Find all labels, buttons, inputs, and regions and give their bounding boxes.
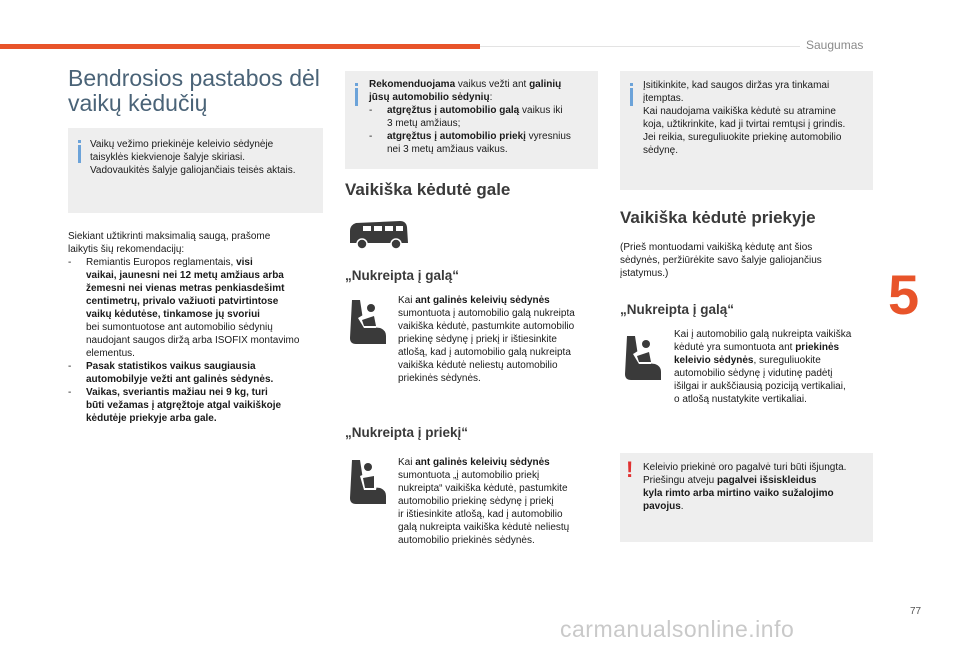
minibus-icon [346,217,410,256]
forward-facing-text: Kai ant galinės keleivių sėdynės sumontuota „į automobilio priekį nukreipta“ vaikiška kėdutė, pastumkite automobilio priekinę sėdynę į priekį ir ištiesinkite atlošą, kad į automobilio galą nukreipta vaikiška kėdutė neliestų automobilio priekinės sėdynės. [398,457,570,546]
heading-front-seat: Vaikiška kėdutė priekyje [620,208,816,227]
watermark: carmanualsonline.info [560,616,795,642]
front-seat-note: (Prieš montuodami vaikišką kėdutę ant šios sėdynės, peržiūrėkite savo šalyje galiojančius įstatymus.) [620,242,822,279]
chapter-number: 5 [888,263,920,326]
header-accent-bar [0,44,480,49]
front-rear-facing-text: Kai į automobilio galą nukreipta vaikiška kėdutė yra sumontuota ant priekinės keleivio sėdynės, sureguliuokite automobilio sėdynę į vidutinę padėtį išilgai ir aukščiausią poziciją vertikaliai, o atlošą nustatykite vertikaliai. [674,329,852,405]
recommendations-text: Siekiant užtikrinti maksimalią saugą, prašome laikytis šių rekomendacijų: - Remiantis Europos reglamentais, visi vaikai, jaunesni nei 12 metų amžiaus arba žemesni nei vienas metras penkiasdešimt centimetrų, privalo važiuoti patvirtintose vaikų kėdutėse, tinkamose jų svoriui bei sumontuotose ant automobilio sėdynių naudojant saugos diržą arba ISOFIX montavimo elementus. - Pasak statistikos vaikus saugiausia automobilyje vežti ant galinės sėdynės. - Vaikas, sveriantis mažiau nei 9 kg, turi būti vežamas į atgręžtoje atgal vaikiškoje kėdutėje priekyje arba gale. [68,230,330,425]
child-seat-front-rear-facing-icon [621,332,663,389]
list-item: - Remiantis Europos reglamentais, visi vaikai, jaunesni nei 12 metų amžiaus arba žemesni nei vienas metras penkiasdešimt centimetrų, privalo važiuoti patvirtintose vaikų kėdutėse, tinkamose jų svoriui bei sumontuotose ant automobilio sėdynių naudojant saugos diržą arba ISOFIX montavimo elementus. [68,257,300,359]
heading-rear-seat: Vaikiška kėdutė gale [345,180,511,199]
child-seat-rear-facing-icon [346,296,388,353]
section-label: Saugumas [806,38,864,52]
heading-rear-facing: „Nukreipta į galą“ [345,268,460,283]
info-box-regulations: Vaikų vežimo priekinėje keleivio sėdynėje taisyklės kiekvienoje šalyje skiriasi. Vadovaukitės šalyje galiojančiais teisės aktais. [68,128,323,213]
list-item: - Pasak statistikos vaikus saugiausia automobilyje vežti ant galinės sėdynės. [68,361,274,385]
heading-front-rear-facing: „Nukreipta į galą“ [620,302,735,317]
page-title: Bendrosios pastabos dėl vaikų kėdučių [68,65,320,116]
list-item: - atgręžtus į automobilio priekį vyresnius nei 3 metų amžiaus vaikus. [369,131,571,155]
rear-facing-text: Kai ant galinės keleivių sėdynės sumontuota į automobilio galą nukreipta vaikiška kėdutė, pastumkite automobilio priekinę sėdynę į priekį ir ištiesinkite atlošą, kad į automobilio galą nukreipta vaikiška kėdutė neliestų automobilio priekinės sėdynės. [398,295,575,384]
info-box-recommended: Rekomenduojama vaikus vežti ant galinių jūsų automobilio sėdynių: - atgręžtus į automobilio galą vaikus iki 3 metų amžiaus; - atgręžtus į automobilio priekį vyresnius nei 3 metų amžiaus vaikus. [345,71,598,169]
warning-box-airbag: ! Keleivio priekinė oro pagalvė turi būti išjungta. Priešingu atveju pagalvei išsiskleidus kyla rimto arba mirtino vaiko sužalojimo pavojus. [620,453,873,542]
page-number: 77 [910,606,922,617]
list-item: - atgręžtus į automobilio galą vaikus iki 3 metų amžiaus; [369,105,563,129]
info-box-seatbelt: Įsitikinkite, kad saugos diržas yra tinkamai įtemptas. Kai naudojama vaikiška kėdutė su atramine koja, užtikrinkite, kad ji tvirtai remtųsi į grindis. Jei reikia, sureguliuokite priekinę automobilio sėdynę. [620,71,873,190]
heading-forward-facing: „Nukreipta į priekį“ [345,425,469,440]
child-seat-forward-facing-icon [346,456,388,513]
header-rule [480,46,800,47]
list-item: - Vaikas, sveriantis mažiau nei 9 kg, turi būti vežamas į atgręžtoje atgal vaikiškoje kėdutėje priekyje arba gale. [68,387,282,424]
warning-icon: ! [626,457,634,482]
